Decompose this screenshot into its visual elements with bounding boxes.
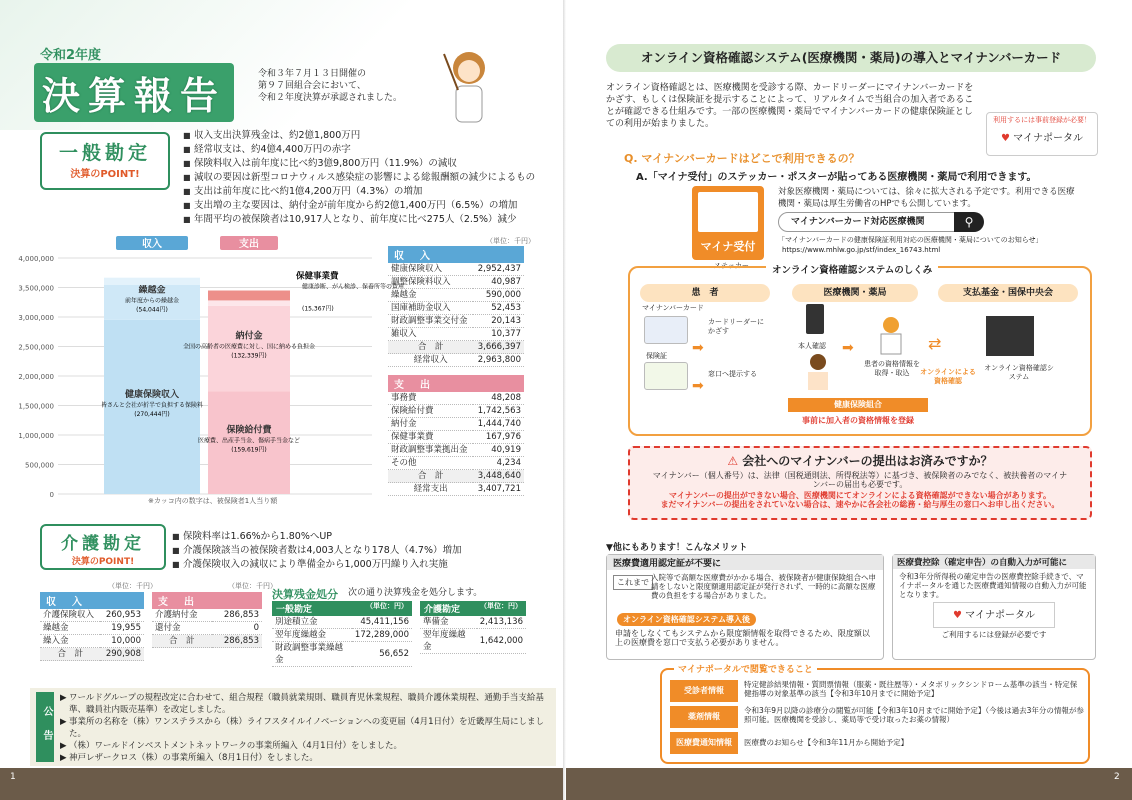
cell-value: 172,289,000 <box>352 629 412 642</box>
cell-value: 10,000 <box>100 635 144 648</box>
cell-value: 167,976 <box>473 431 524 444</box>
table-row <box>388 405 524 418</box>
surplus-heading: 決算残金処分 <box>272 588 338 601</box>
y-tick-label: 0 <box>49 491 54 499</box>
fund-label: 支払基金・国保中央会 <box>938 284 1078 302</box>
cell-label: 納付金 <box>388 418 473 431</box>
bar-amount: (15,367円) <box>302 305 334 313</box>
cell-value: 1,444,740 <box>473 418 524 431</box>
table-row <box>420 616 526 629</box>
bullet: ■ 収入支出決算残金は、約2億1,800万円 <box>183 129 563 143</box>
care-expense-header: 支 出 <box>152 592 262 609</box>
notice-item: ▶ ワールドグループの規程改定に合わせて、組合規程（職員就業規則、職員育児休業規程、職員介護休業規程、通勤手当支給基準、職員社内販売基準）を改定しました。 <box>60 693 544 715</box>
cell-label: 国庫補助金収入 <box>388 302 473 315</box>
bar-sublabel: 皆さんと会社が折半で負担する保険料 <box>100 401 204 409</box>
y-tick-label: 2,000,000 <box>18 373 54 381</box>
total-row: 合 計 290,908 <box>40 648 144 661</box>
cell-value: 52,453 <box>473 302 524 315</box>
bullet: ■ 保険料収入は前年度に比べ約3億9,800万円（11.9%）の減収 <box>183 157 563 171</box>
warning-box: ⚠ 会社へのマイナンバーの提出はお済みですか？ マイナンバー（個人番号）は、法律（国税通則法、所得税法等）に基づき、被保険者のみでなく、被扶養者のマイナンバーの届出も必要です。 マイナンバーの提出ができない場合、医療機関にてオンラインによる資格確認ができない場合があります。 まだマイナンバーの提出をされていない場合は、速やかに各会社の総務・給与厚生の窓口へお申し出ください。 <box>628 446 1092 520</box>
reader-text: カードリーダーにかざす <box>708 318 764 335</box>
general-point: 決算のPOINT! <box>70 169 140 180</box>
cell-label: 雑収入 <box>388 328 473 341</box>
care-income-table <box>40 592 144 661</box>
bar-segment <box>208 300 290 306</box>
portal-view-row: 受診者情報 特定健診結果情報・質問票情報（服薬・既往歴等）・メタボリックシンドローム基準の該当・特定保健指導の対象基準の該当【令和3年10月までに開始予定】 <box>670 680 1084 702</box>
intro-text: 令和３年７月１３日開催の 第９７回組合会において、 令和２年度決算が承認されました。 <box>258 69 403 103</box>
y-tick-label: 4,000,000 <box>18 255 54 263</box>
warning-title: ⚠ 会社へのマイナンバーの提出はお済みですか？ <box>727 454 993 468</box>
bullet: ■ 支出増の主な要因は、納付金が前年度から約2億1,400万円（6.5%）の増加 <box>183 199 563 213</box>
cell-value: 45,411,156 <box>352 616 412 629</box>
intro-text: オンライン資格確認とは、医療機関を受診する際、カードリーダーにマイナンバーカードをかざす、もしくは保険証を提示することによって、リアルタイムで当組合の加入者であることが確認できる仕組みです。一部の医療機関・薬局でマイナンバーカードの健康保険証としての利用が始まりました。 <box>606 83 974 129</box>
search-icon[interactable]: ⚲ <box>954 212 984 232</box>
table-row <box>388 457 524 470</box>
keijo-row: 経常支出 3,407,721 <box>388 483 524 496</box>
patient-label: 患 者 <box>640 284 770 302</box>
merit-heading: ▼他にもあります！こんなメリット <box>606 543 748 553</box>
cell-value: 2,413,136 <box>477 616 526 629</box>
cell-value: 0 <box>212 622 263 635</box>
cell-label: 保険給付費 <box>388 405 473 418</box>
era-label: 令和2年度 <box>40 48 102 63</box>
cell-value: 2,952,437 <box>473 263 524 276</box>
care-heading: 介護勘定 <box>61 534 145 554</box>
cell-value: 260,953 <box>100 609 144 622</box>
y-tick-label: 1,000,000 <box>18 432 54 440</box>
cell-label: 財政調整事業繰越金 <box>272 642 352 667</box>
keijo-row: 経常収入 2,963,800 <box>388 354 524 367</box>
doctor-illustration <box>876 316 906 356</box>
search-box[interactable]: マイナンバーカード対応医療機関 <box>778 212 968 232</box>
table-row <box>152 609 262 622</box>
table-row <box>40 622 144 635</box>
server-icon <box>986 316 1034 356</box>
table-row <box>388 444 524 457</box>
myna-portal-logo: ♥ マイナポータル <box>933 602 1055 628</box>
bar-sublabel: 全国の高齢者の医療費に対し、国に納める負担金 <box>182 343 316 351</box>
cell-label: 調整保険料収入 <box>388 276 473 289</box>
cell-value: 40,919 <box>473 444 524 457</box>
notice-list <box>60 692 548 764</box>
merit-1: 医療費適用認定証が不要に これまで 入院等で高額な医療費がかかる場合、被保険者が健康保険組合へ申請をしないと限度額適用認定証が発行されず、一時的に高額な医療費の負担をする場合がありました。 オンライン資格確認システム導入後 申請をしなくてもシステムから限度額情報を取得できるため、限度額以上の医療費を窓口で支払う必要がありません。 <box>606 554 884 660</box>
bar-label: 保健事業費 <box>296 271 339 282</box>
portal-view-row: 医療費通知情報 医療費のお知らせ【令和3年11月から開始予定】 <box>670 732 1084 754</box>
footer-bar <box>0 768 566 800</box>
card-image <box>698 192 758 232</box>
table-row <box>388 315 524 328</box>
cell-value: 1,742,563 <box>473 405 524 418</box>
bar-amount: (132,339円) <box>231 352 267 360</box>
cell-value: 20,143 <box>473 315 524 328</box>
myna-portal-badge: 利用するには事前登録が必要！ ♥ マイナポータル <box>986 112 1098 156</box>
cell-value: 56,652 <box>352 642 412 667</box>
cell-label: 繰入金 <box>40 635 100 648</box>
general-account-box <box>40 132 170 190</box>
page-title: オンライン資格確認システム(医療機関・薬局)の導入とマイナンバーカード <box>606 44 1096 72</box>
unit-label: （単位：千円） <box>228 582 277 590</box>
presenter-illustration <box>440 44 498 130</box>
care-account-box <box>40 524 166 570</box>
cell-label: 翌年度繰越金 <box>420 629 477 654</box>
answer: A.「マイナ受付」のステッカー・ポスターが貼ってある医療機関・薬局で利用できます。 <box>636 172 1037 183</box>
mhlw-url[interactable]: https://www.mhlw.go.jp/stf/index_16743.html <box>782 246 941 254</box>
total-row: 合 計 3,666,397 <box>388 341 524 354</box>
cell-label: 繰越金 <box>388 289 473 302</box>
table-row <box>40 635 144 648</box>
bar-segment <box>104 278 200 285</box>
bullet: ■ 保険料率は1.66%から1.80%へUP <box>172 530 552 544</box>
bar-label: 健康保険収入 <box>124 389 180 400</box>
table-row <box>388 392 524 405</box>
unit-label: （単位：千円） <box>108 582 157 590</box>
online-label: オンラインによる資格確認 <box>920 368 976 385</box>
total-row: 合 計 3,448,640 <box>388 470 524 483</box>
flow-title: オンライン資格確認システムのしくみ <box>766 262 938 276</box>
cell-label: 翌年度繰越金 <box>272 629 352 642</box>
table-row <box>388 276 524 289</box>
bar-segment <box>208 291 290 301</box>
link-text: 「マイナンバーカードの健康保険証利用対応の医療機関・薬局についてのお知らせ」 <box>778 236 1043 244</box>
page-2 <box>566 0 1132 800</box>
table-row <box>40 609 144 622</box>
card-reader-icon <box>806 304 824 334</box>
income-table-header: 収 入 <box>388 246 524 263</box>
hospital-label: 医療機関・薬局 <box>792 284 918 302</box>
kumiai-label: 健康保険組合 <box>788 398 928 412</box>
notice-item: ▶ 事業所の名称を（株）ワンステラスから（株）ライフスタイルイノベーションへの変更届（4月1日付）を近畿厚生局にしました。 <box>60 717 545 739</box>
bar-amount: (159,619円) <box>231 446 267 454</box>
bar-sublabel: 健康診断、がん検診、保養所等の費用 <box>302 283 405 291</box>
care-point: 決算のPOINT! <box>71 557 135 567</box>
table-row <box>388 418 524 431</box>
honnin-label: 本人確認 <box>798 342 826 350</box>
income-table <box>388 246 524 367</box>
footer-bar <box>566 768 1132 800</box>
bar-amount: (54,044円) <box>136 306 168 314</box>
bullet: ■ 支出は前年度に比べ約1億4,200万円（4.3%）の増加 <box>183 185 563 199</box>
surplus-care-table: 介護勘定 （単位：円） 準備金 2,413,136 翌年度繰越金 1,642,000 <box>420 601 526 654</box>
notice-item: ▶ 神戸レザークロス（株）の事業所編入（8月1日付）をしました。 <box>60 753 318 763</box>
notice-item: ▶ （株）ワールドインベストメントネットワークの事業所編入（4月1日付）をしました。 <box>60 741 403 751</box>
bullet: ■ 年間平均の被保険者は10,917人となり、前年度に比べ275人（2.5%）減少 <box>183 213 563 227</box>
bar-sublabel: 前年度からの繰越金 <box>124 297 180 305</box>
series-name: 支出 <box>239 239 259 250</box>
pre-register-label: 事前に加入者の資格情報を登録 <box>802 416 914 425</box>
cell-label: 準備金 <box>420 616 477 629</box>
card-label: マイナンバーカード <box>642 304 704 312</box>
table-row <box>420 629 526 654</box>
bar-sublabel: 医療費、出産手当金、傷病手当金など <box>197 437 301 445</box>
table-row <box>272 642 412 667</box>
bar-amount: (270,444円) <box>134 410 170 418</box>
y-tick-label: 1,500,000 <box>18 402 54 411</box>
page-number: 1 <box>10 772 16 782</box>
table-row <box>388 431 524 444</box>
cell-label: 健康保険収入 <box>388 263 473 276</box>
table-row <box>388 263 524 276</box>
get-info-label: 患者の資格情報を取得・取込 <box>864 360 920 377</box>
portal-view-title: マイナポータルで閲覧できること <box>674 662 817 675</box>
bullet: ■ 介護保険収入の減収により準備金から1,000万円繰り入れ実施 <box>172 558 552 572</box>
expense-table <box>388 375 524 496</box>
bullet: ■ 減収の要因は新型コロナウィルス感染症の影響による総報酬額の減少によるもの <box>183 171 563 185</box>
unit-label: （単位：千円） <box>486 237 535 245</box>
exchange-arrows-icon: ⇄ <box>928 334 942 353</box>
cell-value: 10,377 <box>473 328 524 341</box>
cell-label: 介護納付金 <box>152 609 212 622</box>
notice-panel <box>30 688 556 766</box>
table-row <box>272 629 412 642</box>
care-expense-table <box>152 592 262 648</box>
staff-illustration <box>800 352 836 392</box>
warning-icon: ⚠ <box>727 454 743 468</box>
cell-label: 事務費 <box>388 392 473 405</box>
myna-sticker: マイナ受付 <box>692 186 764 260</box>
cell-label: その他 <box>388 457 473 470</box>
cell-label: 介護保険収入 <box>40 609 100 622</box>
window-text: 窓口へ提示する <box>708 370 757 378</box>
page-number: 2 <box>1114 772 1120 782</box>
y-tick-label: 3,500,000 <box>18 284 54 293</box>
mynumber-card-icon <box>644 316 688 344</box>
cell-value: 1,642,000 <box>477 629 526 654</box>
chart-note: ※カッコ内の数字は、被保険者1人当り額 <box>148 497 278 505</box>
question: Q. マイナンバーカードはどこで利用できるの？ <box>624 152 860 165</box>
surplus-general-table: 一般勘定 （単位：円） 別途積立金 45,411,156 翌年度繰越金 172,289,000 財政調整事業繰越金 56,652 <box>272 601 412 667</box>
y-tick-label: 2,500,000 <box>18 343 54 352</box>
cell-value: 40,987 <box>473 276 524 289</box>
y-tick-label: 3,000,000 <box>18 314 54 322</box>
general-bullets <box>183 129 563 227</box>
cell-value: 590,000 <box>473 289 524 302</box>
bullet: ■ 経常収支は、約4億4,400万円の赤字 <box>183 143 563 157</box>
cell-label: 保健事業費 <box>388 431 473 444</box>
cell-label: 財政調整事業交付金 <box>388 315 473 328</box>
merit-2: 医療費控除（確定申告）の自動入力が可能に 令和3年分所得税の確定申告の医療費控除手続きで、マイナポータルを通じた医療費通知情報の自動入力が可能となります。 ♥ マイナポータル ご利用するには登録が必要です <box>892 554 1096 660</box>
page-title: 決算報告 <box>34 63 234 122</box>
table-row <box>388 289 524 302</box>
insurance-card-icon <box>644 362 688 390</box>
cell-value: 4,234 <box>473 457 524 470</box>
total-row: 合 計 286,853 <box>152 635 262 648</box>
bar-label: 納付金 <box>235 331 263 342</box>
rabbit-icon: ♥ <box>953 610 966 621</box>
care-bullets <box>172 530 552 572</box>
surplus-desc: 次の通り決算残金を処分します。 <box>348 588 483 598</box>
table-row <box>152 622 262 635</box>
cell-label: 還付金 <box>152 622 212 635</box>
cell-value: 19,955 <box>100 622 144 635</box>
portal-view-row: 薬剤情報 令和3年9月以降の診療分の閲覧が可能【令和3年10月までに開始予定】（今後は過去3年分の情報が参照可能。医療機関を受診し、薬局等で受け取ったお薬の情報） <box>670 706 1084 728</box>
bar-label: 保険給付費 <box>226 425 272 436</box>
table-row <box>388 328 524 341</box>
cell-label: 財政調整事業拠出金 <box>388 444 473 457</box>
cell-label: 別途積立金 <box>272 616 352 629</box>
cell-value: 286,853 <box>212 609 263 622</box>
rabbit-icon: ♥ <box>1001 133 1014 144</box>
bullet: ■ 介護保険該当の被保険者数は4,003人となり178人（4.7%）増加 <box>172 544 552 558</box>
care-income-header: 収 入 <box>40 592 144 609</box>
answer-detail: 対象医療機関・薬局については、徐々に拡大される予定です。利用できる医療機関・薬局は厚生労働省のHPでも公開しています。 <box>778 187 1075 209</box>
bar-label: 繰越金 <box>138 285 166 296</box>
hoken-label: 保険証 <box>646 352 667 360</box>
myna-portal-logo: ♥ マイナポータル <box>1001 133 1083 144</box>
y-tick-label: 500,000 <box>25 461 54 470</box>
general-heading: 一般勘定 <box>58 142 151 164</box>
cell-label: 繰越金 <box>40 622 100 635</box>
expense-table-header: 支 出 <box>388 375 524 392</box>
cell-value: 48,208 <box>473 392 524 405</box>
notice-label: 公告 <box>36 692 54 762</box>
sticker-label: ステッカー <box>714 262 749 270</box>
table-row <box>272 616 412 629</box>
system-label: オンライン資格確認システム <box>984 364 1054 381</box>
arrow-right-icon: ➡ <box>692 378 704 394</box>
series-name: 収入 <box>142 239 162 250</box>
table-row <box>388 302 524 315</box>
arrow-right-icon: ➡ <box>842 340 854 356</box>
portal-view-list <box>670 680 1084 754</box>
arrow-right-icon: ➡ <box>692 340 704 356</box>
